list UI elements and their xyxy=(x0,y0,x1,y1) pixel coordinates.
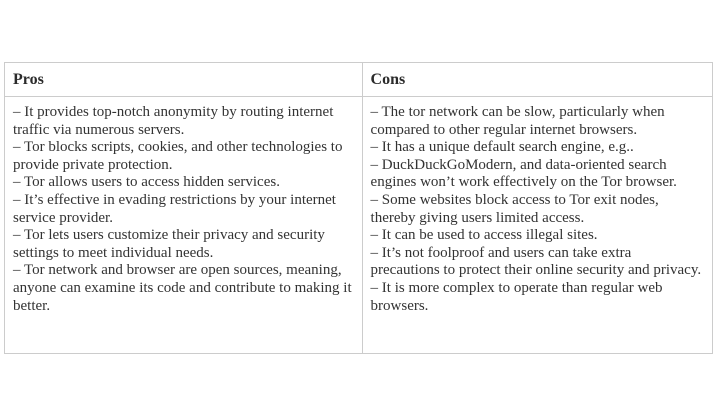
cons-cell xyxy=(362,97,712,354)
table-header-row xyxy=(5,63,713,97)
pros-item: – Tor allows users to access hidden services. xyxy=(13,174,280,191)
cons-item: – The tor network can be slow, particularly when compared to other regular internet browsers. xyxy=(370,104,665,138)
pros-item: – It’s effective in evading restrictions by your internet service provider. xyxy=(13,191,336,226)
cons-column-header: Cons xyxy=(362,63,712,97)
pros-cell xyxy=(5,97,363,354)
cons-item: – Some websites block access to Tor exit nodes, thereby giving users limited access. xyxy=(370,191,659,226)
pros-item: – It provides top-notch anonymity by routing internet traffic via numerous servers. xyxy=(13,104,334,138)
pros-item: – Tor lets users customize their privacy and security settings to meet individual needs. xyxy=(13,227,325,261)
pros-item: – Tor blocks scripts, cookies, and other technologies to provide private protection. xyxy=(13,139,343,173)
cons-item: – It is more complex to operate than regular web browsers. xyxy=(370,279,663,314)
pros-item: – Tor network and browser are open sources, meaning, anyone can examine its code and contribute to making it better. xyxy=(13,262,352,314)
pros-column-header: Pros xyxy=(5,63,363,97)
table-body-row xyxy=(5,97,713,354)
pros-cons-table xyxy=(4,62,713,354)
cons-item: – DuckDuckGoModern, and data-oriented search engines won’t work effectively on the Tor browser. xyxy=(370,156,677,191)
cons-item: – It can be used to access illegal sites. xyxy=(370,227,598,244)
cons-item: – It’s not foolproof and users can take extra precautions to protect their online security and privacy. xyxy=(370,244,702,279)
cons-item: – It has a unique default search engine, e.g.. xyxy=(370,139,634,156)
